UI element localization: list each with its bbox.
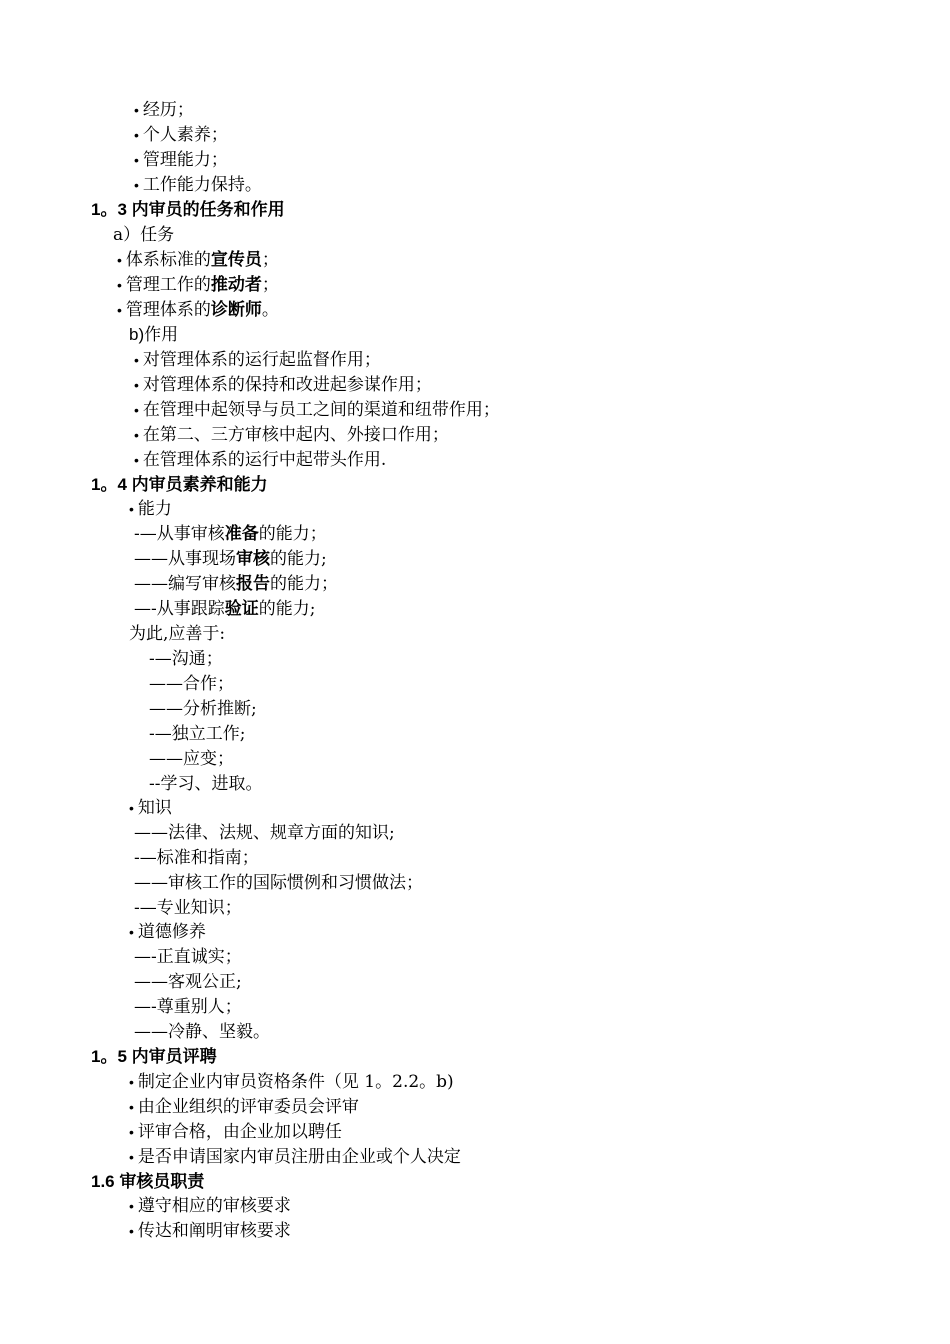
bullet-icon: •: [134, 402, 139, 418]
list-item: • 制定企业内审员资格条件（见 1。2.2。b): [129, 1072, 454, 1092]
section-heading: 1。5 内审员评聘: [91, 1047, 217, 1066]
list-item: • 遵守相应的审核要求: [129, 1196, 291, 1216]
bullet-icon: •: [134, 377, 139, 393]
bullet-icon: •: [134, 127, 139, 143]
dash-item: ——法律、法规、规章方面的知识;: [134, 823, 395, 843]
dash-item: -—专业知识；: [134, 898, 242, 918]
bullet-icon: •: [129, 1223, 134, 1239]
list-item: • 由企业组织的评审委员会评审: [129, 1097, 359, 1117]
list-item: • 知识: [129, 798, 172, 818]
bullet-icon: •: [117, 302, 122, 318]
bullet-icon: •: [117, 277, 122, 293]
dash-item: --学习、进取。: [149, 774, 263, 794]
dash-item: ——应变；: [149, 749, 234, 769]
bullet-icon: •: [129, 1124, 134, 1140]
list-item: • 在管理中起领导与员工之间的渠道和纽带作用；: [134, 400, 500, 420]
bullet-icon: •: [129, 800, 134, 816]
bullet-icon: •: [129, 1099, 134, 1115]
list-item: • 传达和阐明审核要求: [129, 1221, 291, 1241]
dash-item: ——编写审核报告的能力；: [134, 574, 338, 594]
dash-item: -—独立工作;: [149, 724, 246, 744]
dash-item: ——合作；: [149, 674, 234, 694]
bullet-icon: •: [129, 924, 134, 940]
section-heading: 1。4 内审员素养和能力: [91, 475, 268, 494]
section-heading: 1。3 内审员的任务和作用: [91, 200, 285, 219]
bullet-icon: •: [129, 501, 134, 517]
dash-item: —-从事跟踪验证的能力;: [134, 599, 316, 619]
dash-item: ——审核工作的国际惯例和习惯做法；: [134, 873, 423, 893]
list-item: • 是否申请国家内审员注册由企业或个人决定: [129, 1147, 461, 1167]
list-item: • 管理工作的推动者；: [117, 275, 279, 295]
sub-label: a）任务: [113, 225, 175, 245]
list-item: • 管理能力；: [134, 150, 228, 170]
list-item: • 对管理体系的运行起监督作用；: [134, 350, 381, 370]
list-item: • 工作能力保持。: [134, 175, 262, 195]
bullet-icon: •: [134, 102, 139, 118]
bullet-icon: •: [129, 1198, 134, 1214]
sub-label: b)作用: [129, 325, 179, 344]
list-item: • 体系标准的宣传员；: [117, 250, 279, 270]
bullet-icon: •: [134, 177, 139, 193]
list-item: • 个人素养；: [134, 125, 228, 145]
list-item: • 道德修养: [129, 922, 206, 942]
list-item: • 能力: [129, 499, 172, 519]
list-item: • 管理体系的诊断师。: [117, 300, 279, 320]
bullet-icon: •: [134, 152, 139, 168]
dash-item: —-尊重别人；: [134, 997, 242, 1017]
bullet-icon: •: [129, 1149, 134, 1165]
dash-item: -—从事审核准备的能力；: [134, 524, 327, 544]
bullet-icon: •: [117, 252, 122, 268]
dash-item: ——冷静、坚毅。: [134, 1022, 270, 1042]
bullet-icon: •: [134, 352, 139, 368]
dash-item: ——客观公正;: [134, 972, 242, 992]
dash-item: ——分析推断;: [149, 699, 257, 719]
paragraph: 为此,应善于:: [129, 624, 226, 644]
dash-item: —-正直诚实；: [134, 947, 242, 967]
dash-item: -—标准和指南；: [134, 848, 259, 868]
list-item: • 在第二、三方审核中起内、外接口作用；: [134, 425, 449, 445]
list-item: • 对管理体系的保持和改进起参谋作用；: [134, 375, 432, 395]
dash-item: -—沟通；: [149, 649, 223, 669]
dash-item: ——从事现场审核的能力;: [134, 549, 327, 569]
bullet-icon: •: [134, 452, 139, 468]
bullet-icon: •: [134, 427, 139, 443]
bullet-icon: •: [129, 1074, 134, 1090]
section-heading: 1.6 审核员职责: [91, 1172, 205, 1191]
list-item: • 在管理体系的运行中起带头作用.: [134, 450, 387, 470]
list-item: • 评审合格，由企业加以聘任: [129, 1122, 342, 1142]
list-item: • 经历；: [134, 100, 194, 120]
